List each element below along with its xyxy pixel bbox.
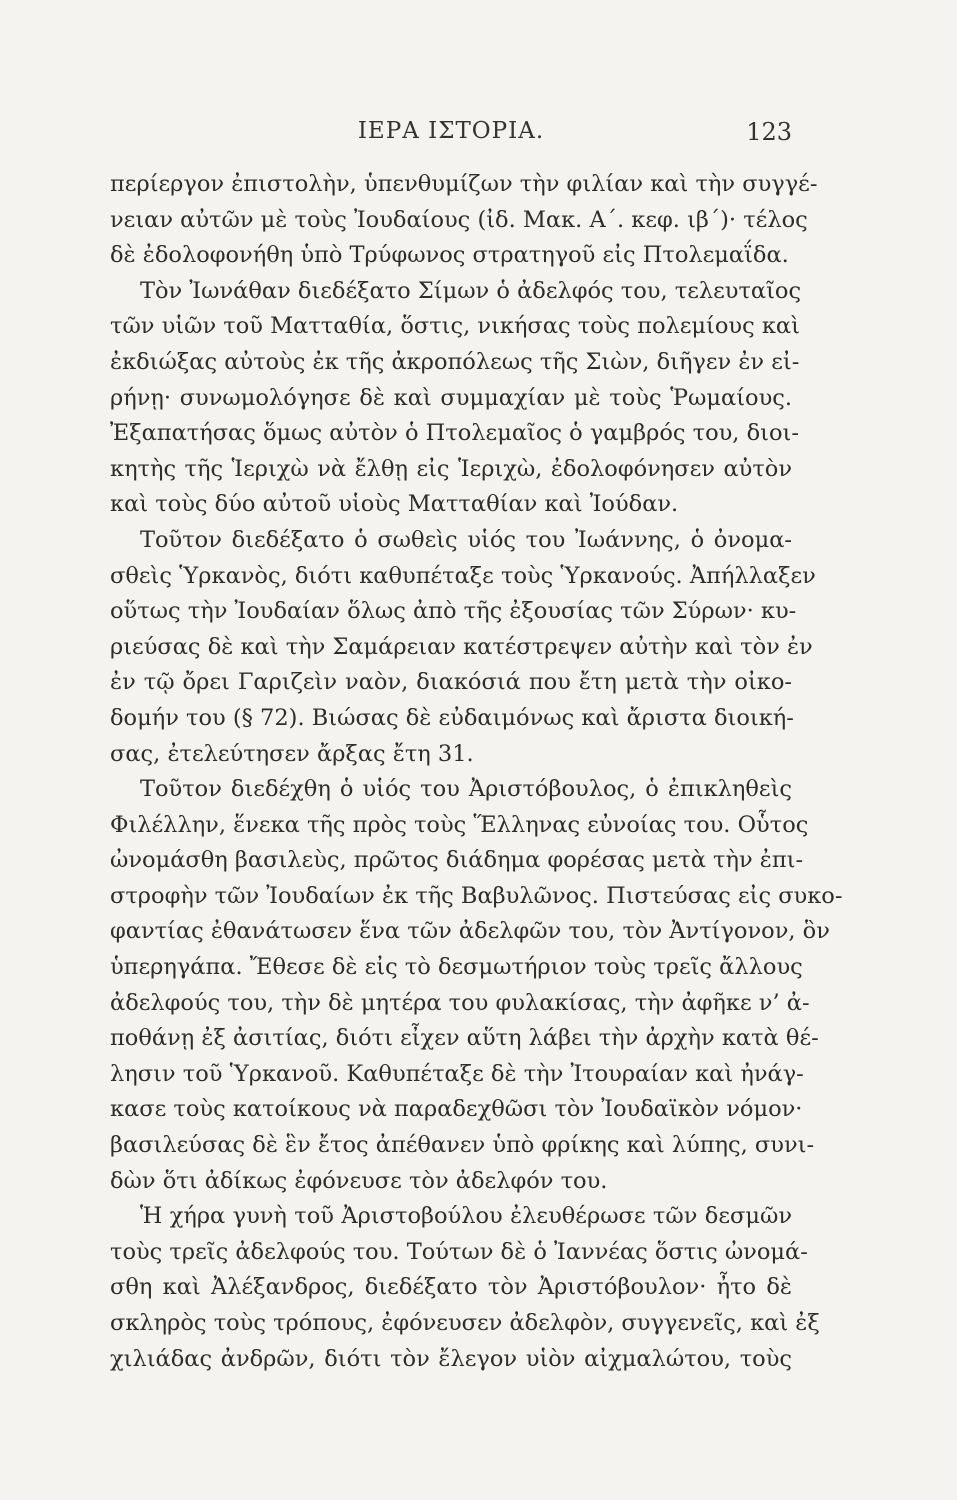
text-line: ἐκδιώξας αὐτοὺς ἐκ τῆς ἀκροπόλεως τῆς Σιὼν, διῆγεν ἐν εἰ- <box>110 348 800 375</box>
text-line: φαντίας ἐθανάτωσεν ἕνα τῶν ἀδελφῶν του, τὸν Ἀντίγονον, ὃν <box>110 918 830 945</box>
text-line: δὲ ἐδολοφονήθη ὑπὸ Τρύφωνος στρατηγοῦ εἰς Πτολεμαΐδα. <box>110 242 789 269</box>
text-line: ὑπερηγάπα. Ἔθεσε δὲ εἰς τὸ δεσμωτήριον τοὺς τρεῖς ἄλλους <box>110 954 803 981</box>
text-line: δομήν του (§ 72). Βιώσας δὲ εὐδαιμόνως καὶ ἄριστα διοική- <box>110 704 794 731</box>
text-line: ριεύσας δὲ καὶ τὴν Σαμάρειαν κατέστρεψεν αὐτὴν καὶ τὸν ἐν <box>110 633 813 660</box>
text-line: βασιλεύσας δὲ ἓν ἔτος ἀπέθανεν ὑπὸ φρίκης καὶ λύπης, συνι- <box>110 1132 815 1159</box>
running-header <box>110 118 792 158</box>
body-text <box>110 167 843 1377</box>
text-line: στροφὴν τῶν Ἰουδαίων ἐκ τῆς Βαβυλῶνος. Πιστεύσας εἰς συκο- <box>110 882 843 909</box>
text-line: λησιν τοῦ Ὑρκανοῦ. Καθυπέταξε δὲ τὴν Ἰτουραίαν καὶ ἠνάγ- <box>110 1060 804 1087</box>
text-line: ποθάνῃ ἐξ ἀσιτίας, διότι εἶχεν αὕτη λάβει τὴν ἀρχὴν κατὰ θέ- <box>110 1025 819 1052</box>
text-line: χιλιάδας ἀνδρῶν, διότι τὸν ἔλεγον υἱὸν αἰχμαλώτου, τοὺς <box>110 1345 792 1372</box>
text-line: νειαν αὐτῶν μὲ τοὺς Ἰουδαίους (ἰδ. Μακ. Α΄. κεφ. ιβ΄)· τέλος <box>110 206 808 233</box>
text-line: κασε τοὺς κατοίκους νὰ παραδεχθῶσι τὸν Ἰουδαϊκὸν νόμον· <box>110 1096 803 1123</box>
text-line: σθεὶς Ὑρκανὸς, διότι καθυπέταξε τοὺς Ὑρκανούς. Ἀπήλλαξεν <box>110 562 816 589</box>
text-line: κητὴς τῆς Ἱεριχὼ νὰ ἔλθῃ εἰς Ἱεριχὼ, ἐδολοφόνησεν αὐτὸν <box>110 455 792 482</box>
page-number: 123 <box>746 118 792 146</box>
text-line: καὶ τοὺς δύο αὐτοῦ υἱοὺς Ματταθίαν καὶ Ἰούδαν. <box>110 491 679 518</box>
text-line: Ἡ χήρα γυνὴ τοῦ Ἀριστοβούλου ἐλευθέρωσε τῶν δεσμῶν <box>140 1203 792 1230</box>
text-line: Φιλέλλην, ἕνεκα τῆς πρὸς τοὺς Ἕλληνας εὐνοίας του. Οὗτος <box>110 811 809 838</box>
text-line: σκληρὸς τοὺς τρόπους, ἐφόνευσεν ἀδελφὸν, συγγενεῖς, καὶ ἐξ <box>110 1310 820 1336</box>
text-line: Τοῦτον διεδέξατο ὁ σωθεὶς υἱός του Ἰωάννης, ὁ ὀνομα- <box>140 526 792 553</box>
text-line: τῶν υἱῶν τοῦ Ματταθία, ὅστις, νικήσας τοὺς πολεμίους καὶ <box>110 313 800 340</box>
text-line: δὼν ὅτι ἀδίκως ἐφόνευσε τὸν ἀδελφόν του. <box>110 1167 608 1194</box>
text-line: ρήνῃ· συνωμολόγησε δὲ καὶ συμμαχίαν μὲ τοὺς Ῥωμαίους. <box>110 384 792 411</box>
running-title: ΙΕΡΑ ΙΣΤΟΡΙΑ. <box>357 118 545 144</box>
text-line: οὕτως τὴν Ἰουδαίαν ὅλως ἀπὸ τῆς ἐξουσίας τῶν Σύρων· κυ- <box>110 598 797 625</box>
text-line: περίεργον ἐπιστολὴν, ὑπενθυμίζων τὴν φιλίαν καὶ τὴν συγγέ- <box>110 171 818 197</box>
text-line: Τὸν Ἰωνάθαν διεδέξατο Σίμων ὁ ἀδελφός του, τελευταῖος <box>140 277 802 304</box>
text-line: σθη καὶ Ἀλέξανδρος, διεδέξατο τὸν Ἀριστόβουλον· ἦτο δὲ <box>110 1274 792 1301</box>
text-line: τοὺς τρεῖς ἀδελφούς του. Τούτων δὲ ὁ Ἰαννέας ὅστις ὠνομά- <box>110 1238 808 1265</box>
text-line: σας, ἐτελεύτησεν ἄρξας ἔτη 31. <box>110 740 474 767</box>
text-line: ἐν τῷ ὄρει Γαριζεὶν ναὸν, διακόσιά που ἔτη μετὰ τὴν οἰκο- <box>110 669 792 696</box>
text-line: ὠνομάσθη βασιλεὺς, πρῶτος διάδημα φορέσας μετὰ τὴν ἐπι- <box>110 847 804 874</box>
text-line: Ἐξαπατήσας ὅμως αὐτὸν ὁ Πτολεμαῖος ὁ γαμβρός του, διοι- <box>110 420 799 447</box>
text-line: ἀδελφούς του, τὴν δὲ μητέρα του φυλακίσας, τὴν ἀφῆκε ν’ ἀ- <box>110 989 810 1016</box>
text-line: Τοῦτον διεδέχθη ὁ υἱός του Ἀριστόβουλος, ὁ ἐπικληθεὶς <box>140 776 792 803</box>
